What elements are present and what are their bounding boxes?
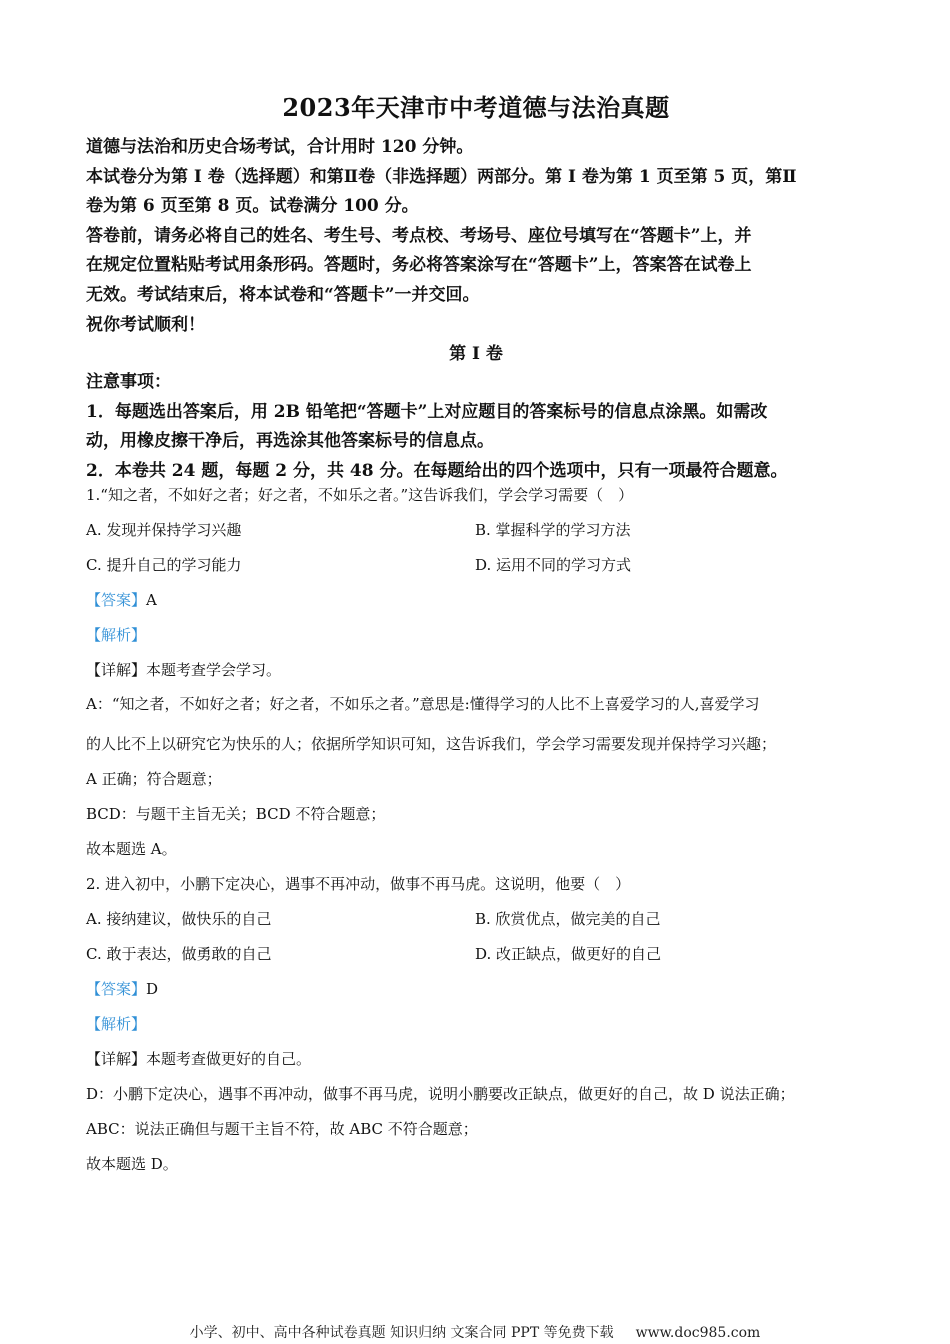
- question-2-option-c: C. 敢于表达，做勇敢的自己: [86, 945, 272, 963]
- question-1-analysis-tag: [86, 625, 866, 645]
- question-2-stem: 2. 进入初中，小鹏下定决心，遇事不再冲动，做事不再马虎。这说明，他要（ ）: [86, 875, 631, 893]
- notes-line: 1．每题选出答案后，用 2B 铅笔把“答题卡”上对应题目的答案标号的信息点涂黑。如需改: [86, 401, 768, 422]
- question-1-option-d: D. 运用不同的学习方式: [475, 556, 632, 574]
- intro-line: 在规定位置粘贴考试用条形码。答题时，务必将答案涂写在“答题卡”上，答案答在试卷上: [86, 255, 752, 276]
- question-2-explanation-line: 故本题选 D。: [86, 1155, 178, 1173]
- intro-line: 答卷前，请务必将自己的姓名、考生号、考点校、考场号、座位号填写在“答题卡”上，并: [86, 225, 752, 246]
- question-1-explanation-line: 故本题选 A。: [86, 840, 177, 858]
- question-1-answer: [86, 590, 866, 610]
- footer-url[interactable]: www.doc985.com: [635, 1325, 761, 1341]
- answer-tag: 【答案】: [86, 591, 147, 609]
- question-1-option-c: C. 提升自己的学习能力: [86, 556, 242, 574]
- notes-block: [86, 368, 866, 486]
- question-1-explanation-line: A 正确；符合题意；: [86, 770, 222, 788]
- detail-text: 本题考查学会学习。: [146, 661, 282, 679]
- exam-instructions: [86, 133, 866, 340]
- section-title: 第 I 卷: [449, 344, 503, 364]
- intro-line: 道德与法治和历史合场考试，合计用时 120 分钟。: [86, 137, 474, 157]
- page-footer: [0, 1322, 950, 1342]
- question-1-option-b: B. 掌握科学的学习方法: [475, 521, 631, 539]
- question-2-analysis-tag: [86, 1014, 866, 1034]
- question-2-answer: [86, 979, 866, 999]
- intro-line: 本试卷分为第 I 卷（选择题）和第Ⅱ卷（非选择题）两部分。第 I 卷为第 1 页至第 5 页，第Ⅱ: [86, 166, 797, 187]
- question-1-detail: [86, 660, 866, 680]
- analysis-tag: 【解析】: [86, 1015, 147, 1033]
- answer-value: D: [146, 980, 159, 998]
- detail-tag: 【详解】: [86, 661, 147, 679]
- question-2-option-b: B. 欣赏优点，做完美的自己: [475, 910, 661, 928]
- question-1-explanation-line: 的人比不上以研究它为快乐的人；依据所学知识可知，这告诉我们，学会学习需要发现并保持学习兴趣；: [86, 735, 777, 753]
- answer-tag: 【答案】: [86, 980, 147, 998]
- detail-tag: 【详解】: [86, 1050, 147, 1068]
- detail-text: 本题考查做更好的自己。: [146, 1050, 312, 1068]
- question-2-explanation-line: ABC：说法正确但与题干主旨不符，故 ABC 不符合题意；: [86, 1120, 478, 1138]
- notes-line: 注意事项：: [86, 372, 171, 392]
- question-1-explanation-line: BCD：与题干主旨无关；BCD 不符合题意；: [86, 805, 386, 823]
- answer-value: A: [146, 591, 157, 609]
- footer-text: 小学、初中、高中各种试卷真题 知识归纳 文案合同 PPT 等免费下载: [189, 1325, 614, 1341]
- analysis-tag: 【解析】: [86, 626, 147, 644]
- intro-line: 祝你考试顺利！: [86, 314, 205, 335]
- notes-line: 动，用橡皮擦干净后，再选涂其他答案标号的信息点。: [86, 431, 494, 452]
- question-2-detail: [86, 1049, 866, 1069]
- question-1-option-a: A. 发现并保持学习兴趣: [86, 521, 242, 539]
- question-2-option-a: A. 接纳建议，做快乐的自己: [86, 910, 272, 928]
- question-2-option-d: D. 改正缺点，做更好的自己: [475, 945, 662, 963]
- intro-line: 卷为第 6 页至第 8 页。试卷满分 100 分。: [86, 196, 419, 217]
- question-1-explanation-line: A：“知之者，不如好之者；好之者，不如乐之者。”意思是:懂得学习的人比不上喜爱学习的人,喜爱学习: [86, 695, 760, 713]
- notes-line: 2．本卷共 24 题，每题 2 分，共 48 分。在每题给出的四个选项中，只有一项最符合题意。: [86, 460, 788, 481]
- question-2-explanation-line: D：小鹏下定决心，遇事不再冲动，做事不再马虎，说明小鹏要改正缺点，做更好的自己，故 D 说法正确；: [86, 1085, 795, 1103]
- question-1-stem: 1.“知之者，不如好之者；好之者，不如乐之者。”这告诉我们，学会学习需要（ ）: [86, 486, 634, 504]
- page-title: 2023年天津市中考道德与法治真题: [282, 93, 670, 122]
- intro-line: 无效。考试结束后，将本试卷和“答题卡”一并交回。: [86, 284, 480, 305]
